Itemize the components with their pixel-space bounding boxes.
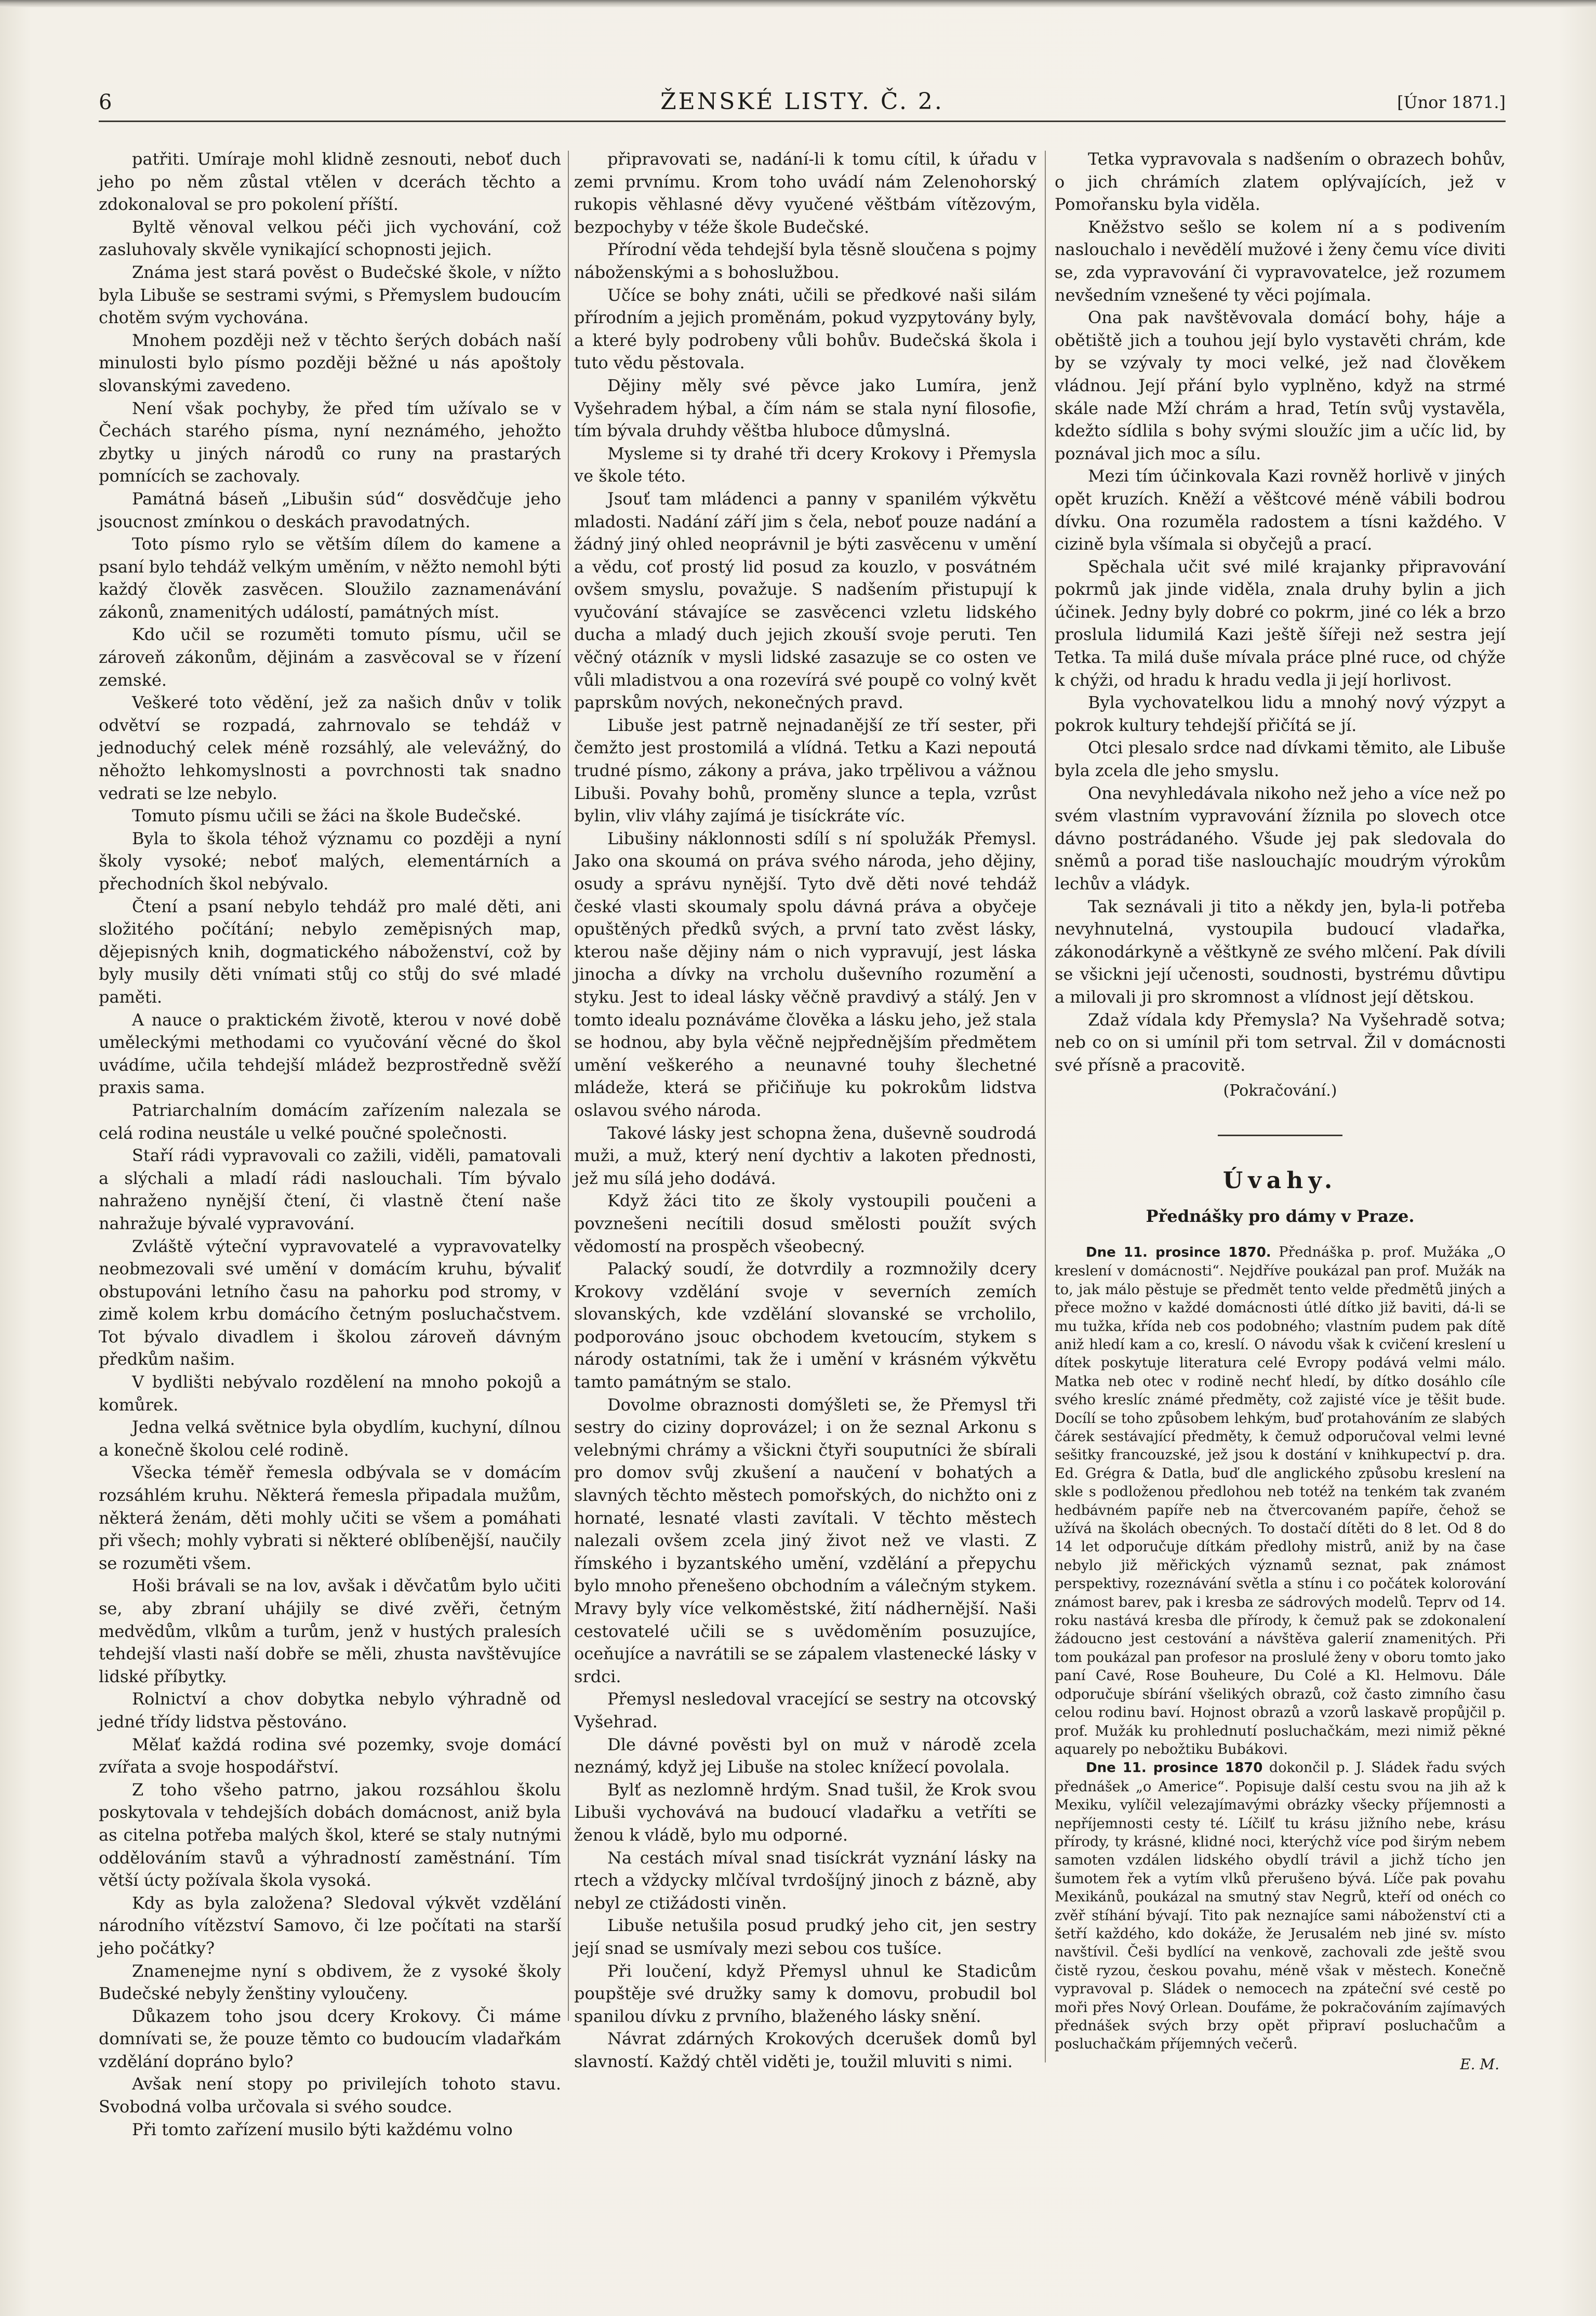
paragraph: Hoši brávali se na lov, avšak i děvčatům bylo učiti se, aby zbraní uhájily se divé zvěři, četným medvědům, vlkům a turům, jenž v hustých pralesích tehdejší vlasti naší dobře se měli, zhusta navštěvujíce lidské příbytky. xyxy=(99,1576,561,1686)
paragraph: Byla to škola téhož významu co později a nyní školy vysoké; neboť malých, elementárních a přechodních škol nebývalo. xyxy=(99,828,561,894)
paragraph: Otci plesalo srdce nad dívkami těmito, ale Libuše byla zcela dle jeho smyslu. xyxy=(1055,738,1506,781)
paragraph: Mnohem později než v těchto šerých dobách naší minulosti bylo písmo později běžné u nás apoštoly slovanskými zavedeno. xyxy=(99,330,561,395)
paragraph: Mělať každá rodina své pozemky, svoje domácí zvířata a svoje hospodářství. xyxy=(99,1734,561,1777)
paragraph: Avšak není stopy po privilejích tohoto stavu. Svobodná volba určovala si svého soudce. xyxy=(99,2074,561,2117)
issue-date: [Únor 1871.] xyxy=(1397,92,1506,112)
column-divider xyxy=(568,151,569,2021)
paragraph: Spěchala učit své milé krajanky připravování pokrmů jak jinde viděla, znala druhy bylin a jich účinek. Jedny byly dobré co pokrm, jiné co lék a brzo proslula lidumilá Kazi ještě šířeji než sestra její Tetka. Ta milá duše mívala práce plné ruce, od chýže k chýži, od hradu k hradu vedla ji její horlivost. xyxy=(1055,556,1506,690)
paragraph: Byla vychovatelkou lidu a mnohý nový výzpyt a pokrok kultury tehdejší přičítá se jí. xyxy=(1055,693,1506,735)
paragraph: Známa jest stará pověst o Budečské škole, v nížto byla Libuše se sestrami svými, s Přemyslem budoucím chotěm svým vychována. xyxy=(99,262,561,328)
paragraph: Ona nevyhledávala nikoho než jeho a více než po svém vlastním vypravování žíznila po slovech otce dávno postrádaného. Všude jej pak sledovala do sněmů a porad tiše naslouchajíc moudrým výrokům lechův a vládyk. xyxy=(1055,783,1506,894)
paragraph: Na cestách míval snad tisíckrát vyznání lásky na rtech a vždycky mlčíval tvrdošíjný jinoch z bázně, aby nebyl ze ctižádosti viněn. xyxy=(574,1847,1036,1913)
paragraph: Veškeré toto vědění, jež za našich dnův v tolik odvětví se rozpadá, zahrnovalo se tehdáž v jednoduchý celek méně rozsáhlý, ale velevážný, do něhožto lehkomyslnosti a povrchnosti tak snadno vedrati se lze nebylo. xyxy=(99,693,561,803)
paragraph: Dovolme obraznosti domýšleti se, že Přemysl tři sestry do ciziny doprovázel; i on že seznal Arkonu s velebnými chrámy a všickni čtyři souputníci že sbírali pro domov svůj zkušení a naučení v bohatých a slavných těchto městech pomořských, do nichžto oni z hornaté, lesnaté vlasti zavítali. V těchto městech nalezali ovšem zcela jiný život než ve vlasti. Z římského i byzantského umění, vzdělání a přepychu bylo mnoho přenešeno obchodním a válečným stykem. Mravy byly více velkoměstské, žití nádhernější. Naši cestovatelé učili se s uvědoměním posuzujíce, oceňujíce a navrátili se se zápalem vlastenecké lásky v srdci. xyxy=(574,1394,1036,1686)
lecture-date: Dne 11. prosince 1870 xyxy=(1086,1760,1263,1776)
header-rule xyxy=(99,121,1506,122)
paragraph: Palacký soudí, že dotvrdily a rozmnožily dcery Krokovy vzdělání svoje v severních zemích slovanských, kde vzdělání slovanské se vrcholilo, podporováno jsouc obchodem kvetoucím, stykem s národy ostatními, tak že i umění v krásném výkvětu tamto památným se stalo. xyxy=(574,1259,1036,1392)
article-continuation xyxy=(1055,148,1506,1076)
paragraph: Staří rádi vypravovali co zažili, viděli, pamatovali a slýchali a mladí rádi naslouchali. Tím bývalo nahraženo nynější čtení, či vlastně čtení naše nahražuje bývalé vypravování. xyxy=(99,1146,561,1233)
paragraph: Dějiny měly své pěvce jako Lumíra, jenž Vyšehradem hýbal, a čím nám se stala nyní filosofie, tím bývala druhdy věštba hlubocе důmyslná. xyxy=(574,375,1036,441)
paragraph: Není však pochyby, že před tím užívalo se v Čechách starého písma, nyní neznámého, jehožto zbytky u jiných národů co runy na prastarých pomnících se zachovaly. xyxy=(99,398,561,486)
paragraph: Mysleme si ty drahé tři dcery Krokovy i Přemysla ve škole této. xyxy=(574,443,1036,486)
lecture-date: Dne 11. prosince 1870. xyxy=(1086,1244,1271,1260)
paragraph: Přemysl nesledoval vracející se sestry na otcovský Vyšehrad. xyxy=(574,1689,1036,1732)
page-number: 6 xyxy=(99,90,112,114)
paragraph: Z toho všeho patrno, jakou rozsáhlou školu poskytovala v tehdejších dobách domácnost, aniž byla as citelna potřeba malých škol, které se staly nutnými oddělováním stavů a výhradností zaměstnání. Tím větší úcty požívala škola vysoká. xyxy=(99,1779,561,1891)
paragraph: patřiti. Umíraje mohl klidně zesnouti, neboť duch jeho po něm zůstal vtělen v dcerách těchto a zdokonaloval se pro pokolení příští. xyxy=(99,149,561,215)
paragraph: Znamenejme nyní s obdivem, že z vysoké školy Budečské nebyly ženštiny vyloučeny. xyxy=(99,1961,561,2004)
paragraph: Všecka téměř řemesla odbývala se v domácím rozsáhlém kruhu. Některá řemesla připadala mužům, některá ženám, děti mohly učiti se všem a pomáhati při všech; mohly vybrati si některé oblíbenější, naučily se rozuměti všem. xyxy=(99,1462,561,1573)
paragraph: Jedna velká světnice byla obydlím, kuchyní, dílnou a konečně školou celé rodině. xyxy=(99,1417,561,1460)
paragraph: Při tomto zařízení musilo býti každému volno xyxy=(132,2119,513,2139)
paragraph: Bylť as nezlomně hrdým. Snad tušil, že Krok svou Libuši vychovává na budoucí vladařku a vetříti se ženou k vládě, bylo mu odporné. xyxy=(574,1779,1036,1845)
paragraph: Návrat zdárných Krokových dcerušek domů byl slavností. Každý chtěl viděti je, toužil mluviti s nimi. xyxy=(574,2029,1036,2071)
text-column-1 xyxy=(99,148,561,2141)
paragraph: Při loučení, když Přemysl uhnul ke Stadicům poupštěje své družky samy k domovu, probudil bol spanilou dívku z prvního, blaženého lásky snění. xyxy=(574,1961,1036,2026)
paragraph: připravovati se, nadání-li k tomu cítil, k úřadu v zemi prvnímu. Krom toho uvádí nám Zelenohorský rukopis věhlasné děvy vyučené věštbám vítězovým, bezpochyby v téže škole Budečské. xyxy=(574,149,1036,237)
paragraph: Učíce se bohy znáti, učili se předkové naši silám přírodním a jejich proměnám, pokud vyzpytovány byly, a které byly podrobeny vůli bohův. Budečská škola i tuto vědu pěstovala. xyxy=(574,285,1036,373)
paragraph: Tak seznávali ji tito a někdy jen, byla-li potřeba nevyhnutelná, vystoupila budoucí vladařka, zákonodárkyně a věštkyně ze svého mlčení. Pak dívili se všickni její učenosti, soudnosti, bystrému důvtipu a milovali ji pro skromnost a vlídnost její dětskou. xyxy=(1055,896,1506,1007)
paragraph: Kdy as byla založena? Sledoval výkvět vzdělání národního vítězství Samovo, či lze počítati na starší jeho počátky? xyxy=(99,1893,561,1958)
paragraph: Libušiny náklonnosti sdílí s ní spolužák Přemysl. Jako ona skoumá on práva svého národa, jeho dějiny, osudy a správu nynější. Tyto dvě děti nové tehdáž české vlasti skoumaly spolu dávná práva a obyčeje opuštěných předků svých, a první tato zvěst lásky, kterou naše dějiny nám o nich vypravují, jest láska jinocha a dívky na vrcholu duševního rozumění a styku. Jest to ideal lásky věčně pravdivý a stálý. Jen v tomto idealu poznáváme člověka a lásku jeho, jež stala se hodnou, aby byla věčně nejpřednějším předmětem umění veškerého a neunavné touhy šlechetné mládeže, která se přičiňuje ku pokrokům lidstva oslavou svého národa. xyxy=(574,828,1036,1120)
paragraph: Památná báseň „Libušin súd“ dosvědčuje jeho jsoucnost zmínkou o deskách pravodatných. xyxy=(99,488,561,531)
paragraph: Mezi tím účinkovala Kazi rovněž horlivě v jiných opět kruzích. Kněží a věštcové méně vábili bodrou dívku. Ona rozuměla radostem a tísni každého. V cizině byla všímala si obyčejů a prací. xyxy=(1055,466,1506,554)
text-column-2 xyxy=(574,148,1036,2073)
paragraph: Tetka vypravovala s nadšením o obrazech bohův, o jich chrámích zlatem oplývajících, jež v Pomořansku byla viděla. xyxy=(1055,149,1506,215)
lecture-paragraph: Dne 11. prosince 1870. Přednáška p. prof. Mužáka „O kreslení v domácnosti“. Nejdříve poukázal pan prof. Mužák na to, jak málo pěstuje se předmět tento velde předmětů jiných a přece možno v každé domácnosti útlé dítko již baviti, dá-li se mu tužka, křída neb cos podobného; vlastním pudem pak dítě aniž hledí kam a co, kreslí. O návodu však k cvičení kreslení u dítek poskytuje literatura celé Evropy podává velmi málo. Matka neb otec v rodině nechť hledí, by dítko dosáhlo cíle svého kreslíc známé předměty, což zajisté více je těšit bude. Docílí se toho způsobem lehkým, buď protahováním ze slabých čárek sestávající předměty, k čemuž odporučoval velmi levné sešitky francouzské, jež jsou k dostání v knihkupectví p. dra. Ed. Grégra & Datla, buď dle anglického způsobu kreslení na skle s podloženou předlohou neb totéž na tenkém tak zvaném hedbávném papíře neb na čtvercovaném papíře, čehož se užívá na školách obecných. To dostačí dítěti do 8 let. Od 8 do 14 let odporučuje dítkám předlohy mistrů, aniž by na čase nebylo již měřických významů seznat, pak známost perspektivy, rozeznávání světla a stínu i co počátek kolorování známost barev, pak i kresba ze sádrových modelů. Teprv od 14. roku nastává kresba dle přírody, k čemuž pak se zdokonalení žádoucno jest cestování a návštěva galerií znamenitých. Při tom poukázal pan profesor na proslulé ženy v oboru tomto jako paní Cavé, Rose Bouheure, Du Colé a Kl. Helmovu. Dále odporučuje sbírání všelikých obrazů, což často zimního času celou rodinu baví. Hojnost obrazů a vzorů laskavě propůjčil p. prof. Mužák ku prohlednutí posluchačkám, mezi nimiž pěkné aquarely po nebožtiku Bubákovi. xyxy=(1055,1244,1506,1758)
lecture-reports xyxy=(1055,1243,1506,2074)
paragraph: Kdo učil se rozuměti tomuto písmu, učil se zároveň zákonům, dějinám a zasvěcoval se v řízení zemské. xyxy=(99,624,561,690)
author-signature: E. M. xyxy=(1460,2055,1499,2073)
section-rule xyxy=(1218,1135,1342,1136)
lecture-paragraph: Dne 11. prosince 1870 dokončil p. J. Sládek řadu svých přednášek „o Americe“. Popisuje další cestu svou na jih až k Mexiku, vylíčil velezajímavými obrázky všecky příjemnosti a nepříjemnosti cesty té. Líčilť tu krásu jižního nebe, krásu přírody, ty krásné, klidné noci, kterýchž více pod širým nebem samoten vzdálen lidského obydlí trávil a jichž tícho jen šumotem řek a vytím vlků přerušeno bývá. Líče pak povahu Mexikánů, poukázal na smutný stav Negrů, kteří od onéch co zvěř stíhání bývají. Tito pak neznajíce sami náboženství cti a šetří každého, kdo dokáže, že Jerusalém neb jiné sv. místo navštívil. Češi bydlící na venkově, zachovali zde ještě svou čistě ryzou, českou povahu, méně však v městech. Konečně vypravoval p. Sládek o nemocech na zpáteční své cestě po moři přes Nový Orlean. Doufáme, že pokračováním zajímavých přednášek svých brzy opět připraví posluchačům a posluchačkám příjemných večerů. xyxy=(1055,1760,1506,2053)
paragraph: A nauce o praktickém životě, kterou v nové době uměleckými methodami co vyučování věcné do škol uvádíme, učila tehdejší mládež bezprostředně svěží praxis sama. xyxy=(99,1009,561,1098)
paragraph: V bydlišti nebývalo rozdělení na mnoho pokojů a komůrek. xyxy=(99,1372,561,1415)
paragraph: Dle dávné pověsti byl on muž v národě zcela neznámý, když jej Libuše na stolec knížecí povolala. xyxy=(574,1734,1036,1777)
paragraph: Tomuto písmu učili se žáci na škole Budečské. xyxy=(132,806,522,826)
text-column-3 xyxy=(1055,148,1506,2074)
paragraph: Ona pak navštěvovala domácí bohy, hájе a obětiště jich a touhou její bylo vystavěti chrám, kde by se vzývaly ty moci velké, jež nad člověkem vládnou. Její přání bylo vyplněno, když na strmé skále nade Mží chrám a hrad, Tetín svůj vystavěla, kdežto sídlila s bohy svými sloužíc jim a učíc lid, by poznával jich moc a sílu. xyxy=(1055,308,1506,463)
continued-note: (Pokračování.) xyxy=(1223,1082,1337,1100)
paragraph: Jsouť tam mládenci a panny v spanilém výkvětu mladosti. Nadání září jim s čela, neboť pouze nadání a žádný jiný ohled neoprávnil je býti zasvěcenu v umění a vědu, coť prostý lid posud za kouzlo, v posvátném ovšem smyslu, považuje. S nadšením přistupují k vyučování stávajíce se zasvěcenci vzletu lidského ducha a mladý duch jejich zkouší svoje peruti. Ten věčný otázník v mysli lidské zasazuje se co osten ve vůli mladistvou a ona rozevírá své poupě co volný květ paprskům nových, nekonečných pravd. xyxy=(574,488,1036,713)
scan-edge xyxy=(0,0,1596,7)
paragraph: Libuše netušila posud prudký jeho cit, jen sestry její snad se usmívaly mezi sebou cos tušíce. xyxy=(574,1915,1036,1958)
paragraph: Byltě věnoval velkou péči jich vychování, což zasluhovaly skvěle vynikající schopnosti jejich. xyxy=(99,217,561,260)
paragraph: Libuše jest patrně nejnadanější ze tří sester, při čemžto jest prostomilá a vlídná. Tetku a Kazi nepoutá trudné písmo, zákony a práva, jako trpělivou a vážnou Libuši. Povahy bohů, proměny slunce a tepla, vzrůst bylin, vliv vláhy zajímá je tisíckráte víc. xyxy=(574,715,1036,826)
page-header xyxy=(99,88,1506,122)
paragraph: Takové lásky jest schopna žena, duševně soudrodá muži, a muž, který není dychtiv a lakoten přednosti, jež mu sílá jeho dodává. xyxy=(574,1123,1036,1188)
journal-title: ŽENSKÉ LISTY. Č. 2. xyxy=(660,88,944,115)
paragraph: Přírodní věda tehdejší byla těsně sloučena s pojmy náboženskými a s bohoslužbou. xyxy=(574,239,1036,282)
paragraph: Důkazem toho jsou dcery Krokovy. Či máme domnívati se, že pouze těmto co budoucím vladařkám vzdělání dopráno bylo? xyxy=(99,2006,561,2071)
paragraph: Čtení a psaní nebylo tehdáž pro malé děti, ani složitého počítání; nebylo zeměpisných map, dějepisných knih, dogmatického náboženství, což by byly musily děti vnímati stůj co stůj do své mladé paměti. xyxy=(99,896,561,1007)
paragraph: Zvláště výteční vypravovatelé a vypravovatelky neobmezovali své umění v domácím kruhu, bývaliť obstupováni letního času na pahorku pod stromy, v zimě kolem krbu domácího četným posluchačstvem. Tot bývalo divadlem i školou zároveň dávným předkům našim. xyxy=(99,1236,561,1369)
paragraph: Zdaž vídala kdy Přemysla? Na Vyšehradě sotva; neb co on si umínil při tom setrval. Žil v domácnosti své přísně a pracovitě. xyxy=(1055,1009,1506,1075)
paragraph: Kněžstvo sešlo se kolem ní a s podivením naslouchalo i nevědělí mužové i ženy čemu více diviti se, zda vypravování či vypravovatelce, jež rozumem nevšedním vznešené ty věci pojímala. xyxy=(1055,217,1506,305)
section-title: Úvahy. xyxy=(1222,1167,1338,1194)
paragraph: Toto písmo rylo se větším dílem do kamene a psaní bylo tehdáž velkým uměním, v něžto nemohl býti každý člověk zasvěcen. Sloužilo zaznamenávání zákonů, znamenitých událostí, památných míst. xyxy=(99,534,561,622)
section-subtitle: Přednášky pro dámy v Praze. xyxy=(1146,1206,1415,1226)
paragraph: Když žáci tito ze školy vystoupili poučeni a povznešeni necítili dosud smělosti použít svých vědomostí na prospěch všeobecný. xyxy=(574,1191,1036,1256)
column-divider xyxy=(1045,151,1046,2062)
paragraph: Rolnictví a chov dobytka nebylo výhradně od jedné třídy lidstva pěstováno. xyxy=(99,1689,561,1732)
paragraph: Patriarchalním domácím zařízením nalezala se celá rodina neustále u velké poučné společnosti. xyxy=(99,1100,561,1143)
